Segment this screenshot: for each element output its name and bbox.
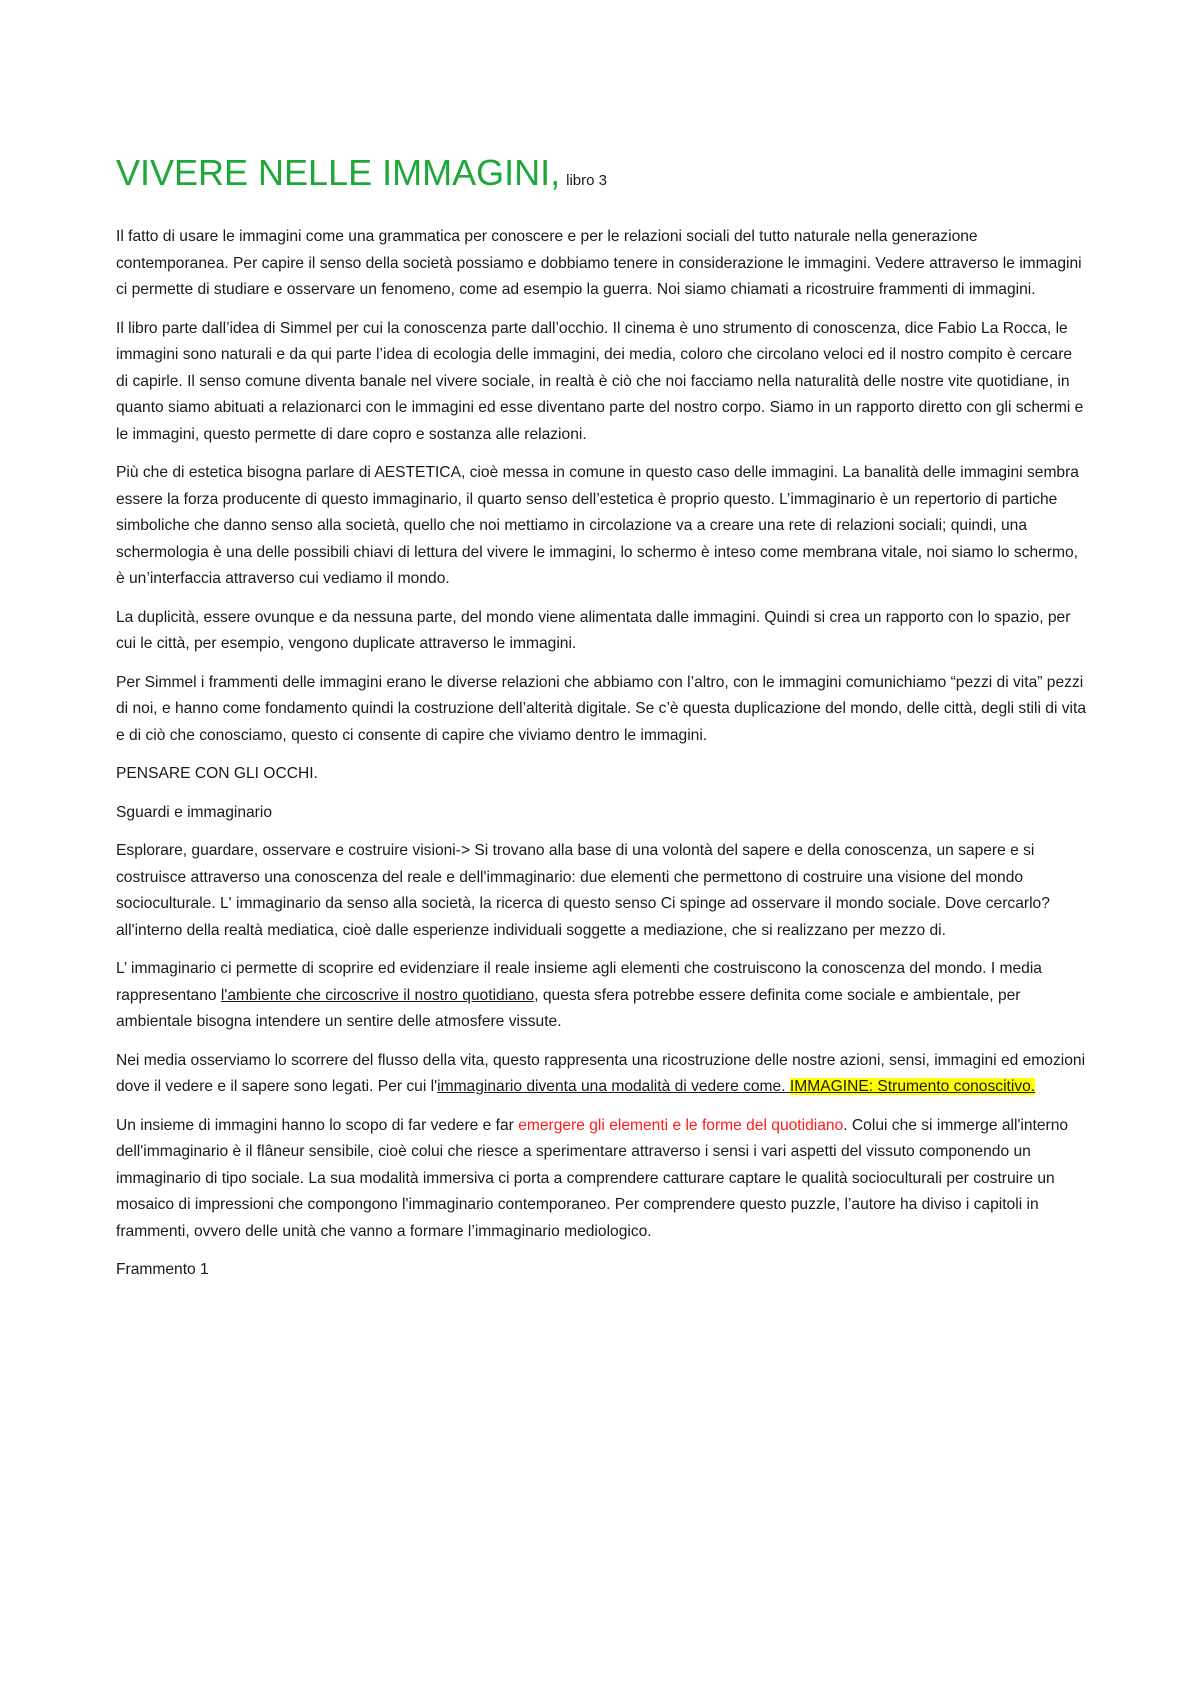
document-title [116, 150, 1086, 204]
paragraph-8-underline: immaginario diventa una modalità di vedere come. [437, 1078, 790, 1095]
paragraph-7-part-a: L’ immaginario ci permette di scoprire ed evidenziare il reale insieme agli elementi che costruiscono la conoscenza del mondo. I media rappresentano [116, 960, 1042, 1004]
section-subheading-sguardi: Sguardi e immaginario [116, 803, 273, 821]
document-page [116, 150, 1086, 1296]
paragraph-9 [116, 1113, 1086, 1246]
paragraph-8-part-a: Nei media osserviamo lo scorrere del flusso della vita, questo rappresenta una ricostruzione delle nostre azioni, sensi, immagini ed emozioni dove il vedere e il sapere sono legati. Per cui l' [116, 1051, 1086, 1095]
paragraph-7-part-b: , questa sfera potrebbe essere definita come sociale e ambientale, per ambientale bisogna intendere un sentire delle atmosfere vissute. [116, 986, 1021, 1030]
paragraph-7-underline: l'ambiente che circoscrive il nostro quotidiano [220, 986, 535, 1004]
paragraph-8-highlight: IMMAGINE: Strumento conoscitivo. [789, 1078, 1036, 1095]
paragraph-5: Per Simmel i frammenti delle immagini erano le diverse relazioni che abbiamo con l’altro, con le immagini comunichiamo “pezzi di vita” pezzi di noi, e hanno come fondamento quindi la costruzione dell’alterità digitale. Se c’è questa duplicazione del mondo, delle città, degli stili di vita e di ciò che conosciamo, questo ci consente di capire che viviamo dentro le immagini. [116, 673, 1087, 744]
paragraph-3: Più che di estetica bisogna parlare di AESTETICA, cioè messa in comune in questo caso delle immagini. La banalità delle immagini sembra essere la forza producente di questo immaginario, il quarto senso dell’estetica è proprio questo. L’immaginario è un repertorio di partiche simboliche che danno senso alla società, quello che noi mettiamo in circolazione va a creare una rete di relazioni sociali; quindi, una schermologia è una delle possibili chiavi di lettura del vivere le immagini, lo schermo è inteso come membrana vitale, noi siamo lo schermo, è un’interfaccia attraverso cui vediamo il mondo. [116, 464, 1079, 587]
paragraph-9-part-a: Un insieme di immagini hanno lo scopo di far vedere e far [116, 1116, 519, 1134]
paragraph-1: Il fatto di usare le immagini come una grammatica per conoscere e per le relazioni sociali del tutto naturale nella generazione contemporanea. Per capire il senso della società possiamo e dobbiamo tenere in considerazione le immagini. Vedere attraverso le immagini ci permette di studiare e osservare un fenomeno, come ad esempio la guerra. Noi siamo chiamati a ricostruire frammenti di immagini. [116, 228, 1082, 298]
paragraph-9-part-b: . Colui che si immerge all'interno dell'immaginario è il flâneur sensibile, cioè colui che riesce a sperimentare attraverso i sensi i vari aspetti del vissuto componendo un immaginario di tipo sociale. La sua modalità immersiva ci porta a comprendere catturare captare le qualità socioculturali per costruire un mosaico di impressioni che compongono l'immaginario contemporaneo. Per comprendere questo puzzle, l’autore ha diviso i capitoli in frammenti, ovvero delle unità che vanno a formare l’immaginario mediologico. [116, 1116, 1069, 1240]
paragraph-2: Il libro parte dall’idea di Simmel per cui la conoscenza parte dall’occhio. Il cinema è uno strumento di conoscenza, dice Fabio La Rocca, le immagini sono naturali e da qui parte l’idea di ecologia delle immagini, dei media, coloro che circolano veloci ed il nostro compito è cercare di capirle. Il senso comune diventa banale nel vivere sociale, in realtà è ciò che noi facciamo nella naturalità delle nostre vite quotidiane, in quanto siamo abituati a relazionarci con le immagini ed esse diventano parte del nostro corpo. Siamo in un rapporto diretto con gli schermi e le immagini, questo permette di dare copro e sostanza alle relazioni. [116, 319, 1084, 443]
paragraph-6: Esplorare, guardare, osservare e costruire visioni-> Si trovano alla base di una volontà del sapere e della conoscenza, un sapere e si costruisce attraverso una conoscenza del reale e dell'immaginario: due elementi che permettono di costruire una visione del mondo socioculturale. L' immaginario da senso alla società, la ricerca di questo senso Ci spinge ad osservare il mondo sociale. Dove cercarlo? all'interno della realtà mediatica, cioè dalle esperienze individuali soggette a mediazione, che si realizzano per mezzo di. [116, 842, 1050, 939]
paragraph-9-red-text: emergere gli elementi e le forme del quotidiano [518, 1116, 844, 1134]
paragraph-7 [116, 956, 1086, 1036]
title-sub: libro 3 [566, 172, 607, 189]
paragraph-4: La duplicità, essere ovunque e da nessuna parte, del mondo viene alimentata dalle immagini. Quindi si crea un rapporto con lo spazio, per cui le città, per esempio, vengono duplicate attraverso le immagini. [116, 608, 1071, 652]
section-heading-pensare: PENSARE CON GLI OCCHI. [116, 765, 318, 782]
section-heading-frammento-1: Frammento 1 [116, 1261, 209, 1278]
paragraph-8 [116, 1048, 1086, 1101]
title-main: VIVERE NELLE IMMAGINI, [116, 152, 561, 193]
